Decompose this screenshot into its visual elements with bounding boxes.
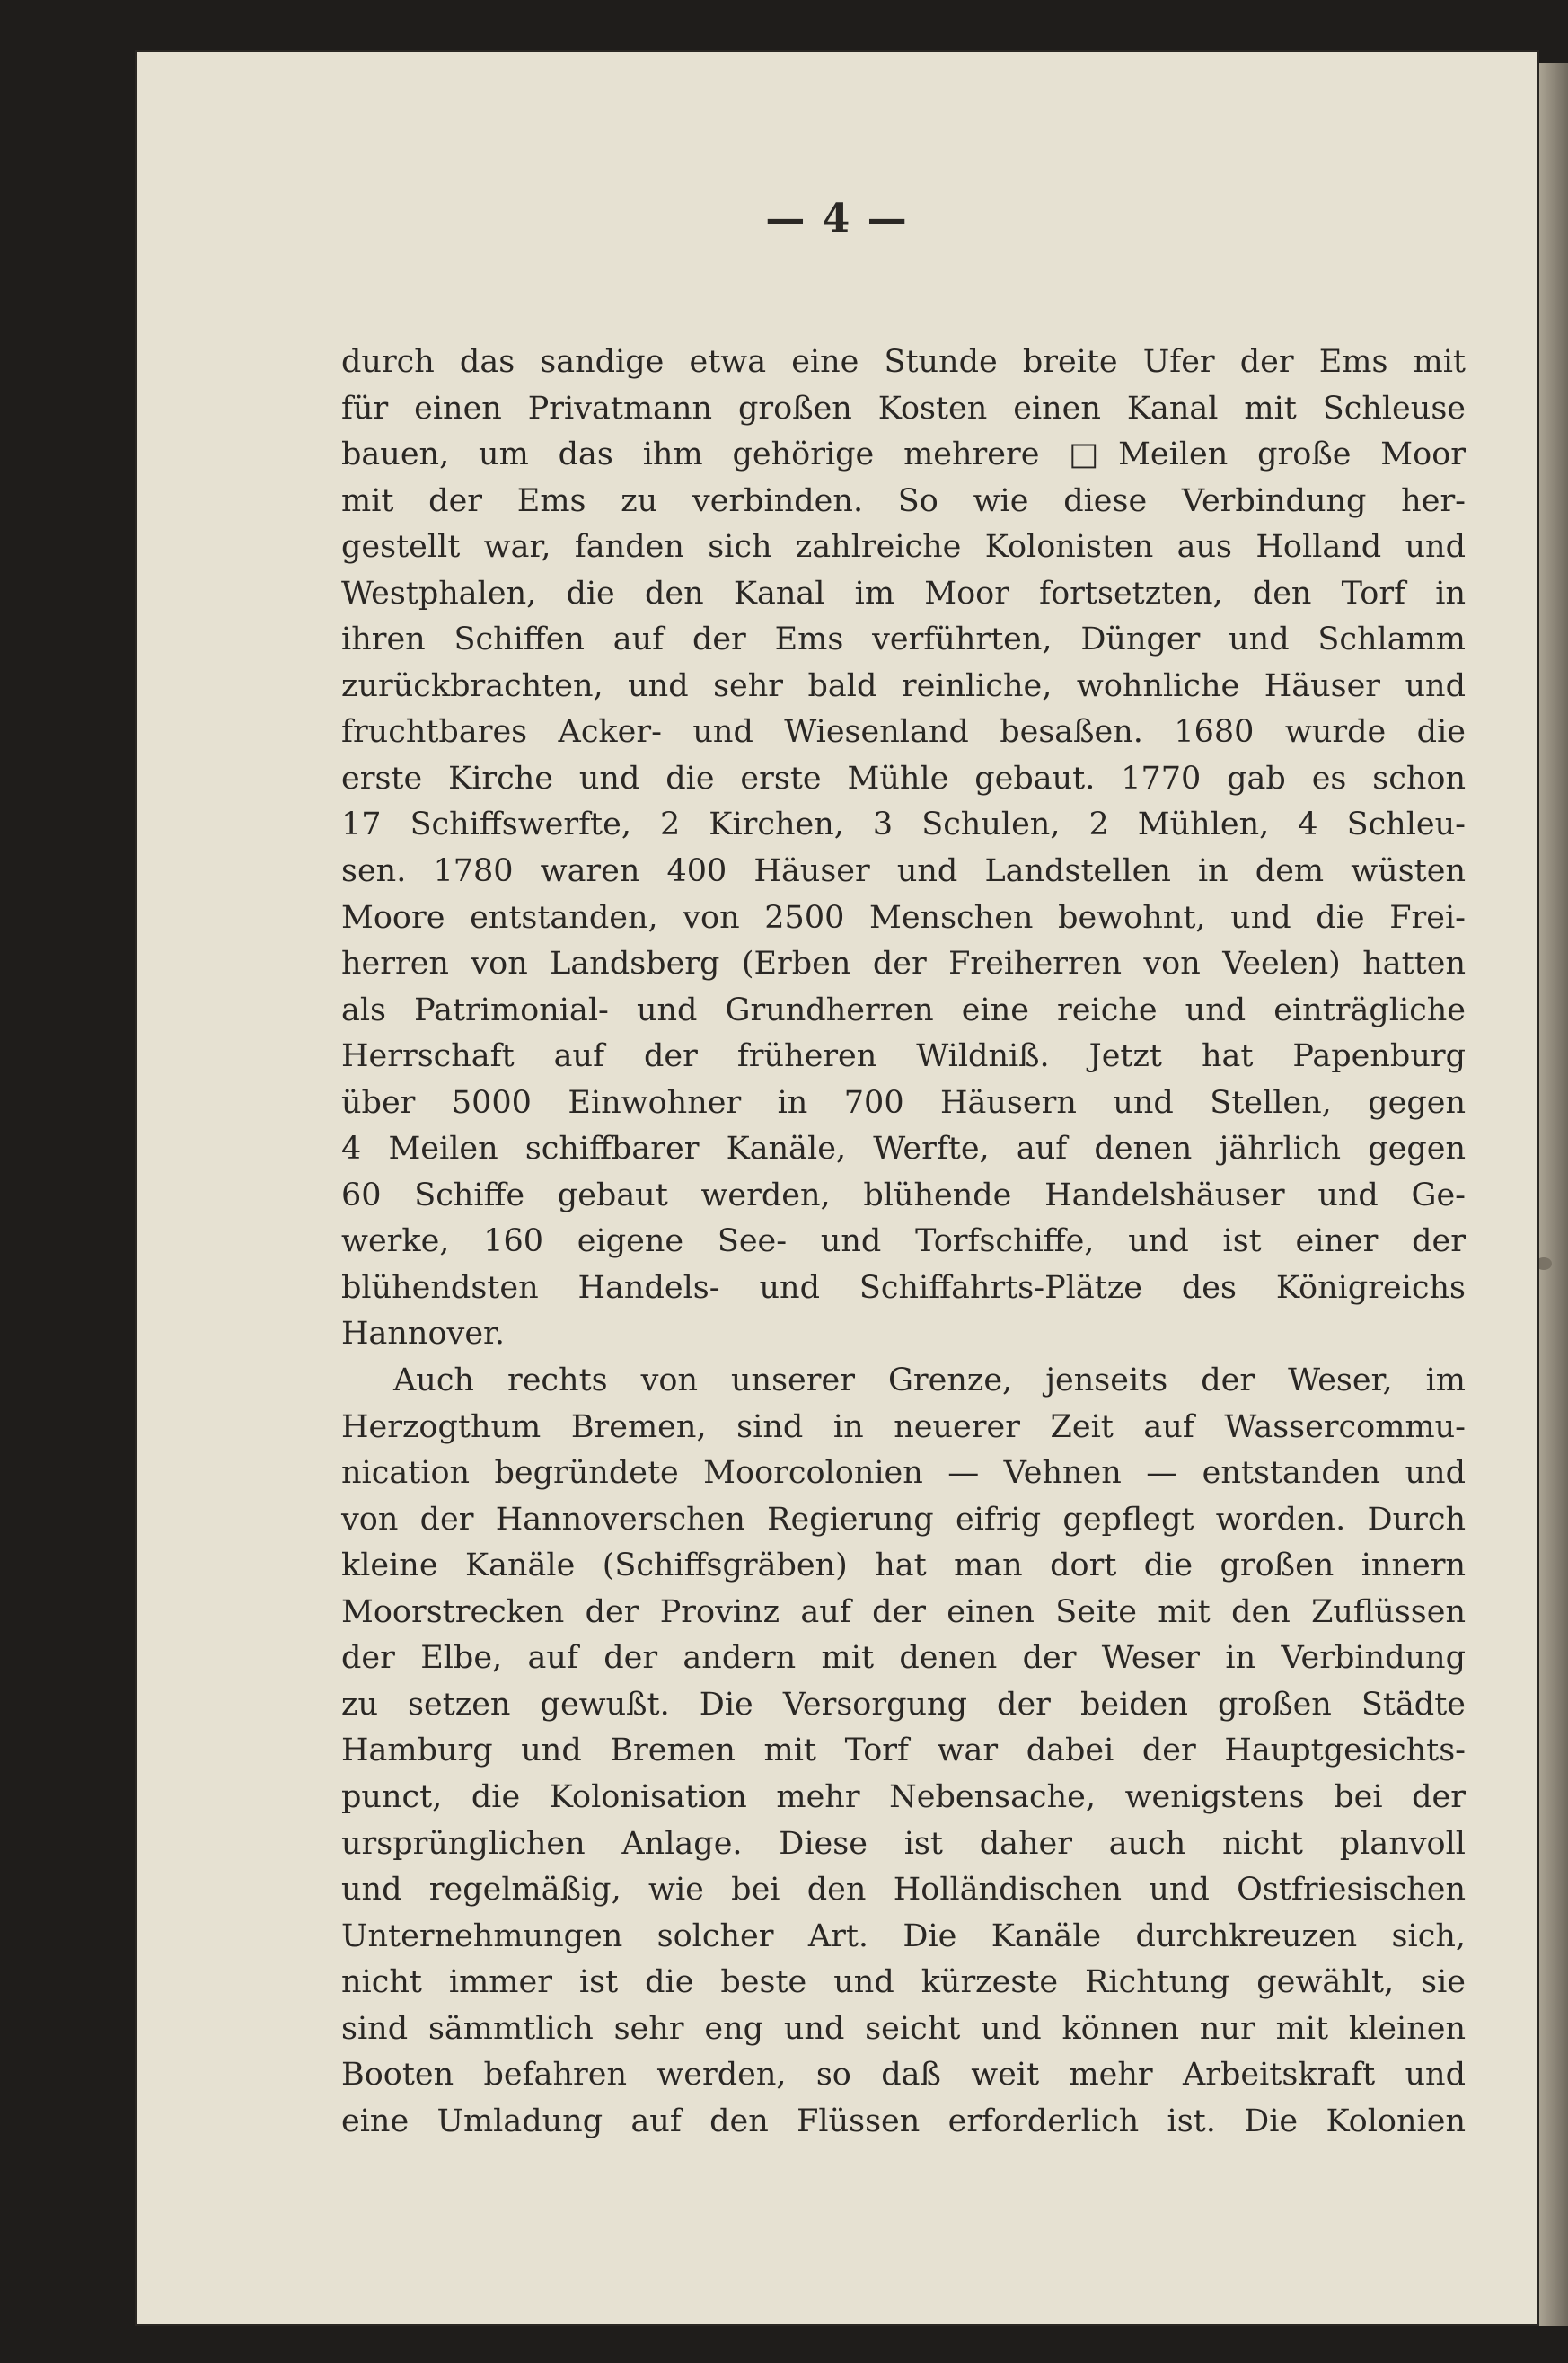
text-line: Booten befahren werden, so daß weit mehr Arbeitskraft und bbox=[341, 2057, 1466, 2094]
text-line: Westphalen, die den Kanal im Moor fortsetzten, den Torf in bbox=[341, 575, 1466, 612]
text-line: kleine Kanäle (Schiffsgräben) hat man dort die großen innern bbox=[341, 1547, 1466, 1584]
text-line: über 5000 Einwohner in 700 Häusern und Stellen, gegen bbox=[341, 1084, 1466, 1121]
text-line: Herrschaft auf der früheren Wildniß. Jetzt hat Papenburg bbox=[341, 1038, 1466, 1075]
text-line: bauen, um das ihm gehörige mehrere □Meilen große Moor bbox=[341, 436, 1466, 473]
text-line: als Patrimonial- und Grundherren eine reiche und einträgliche bbox=[341, 992, 1466, 1028]
page-number: — 4 — bbox=[765, 196, 909, 242]
text-line: herren von Landsberg (Erben der Freiherren von Veelen) hatten bbox=[341, 946, 1466, 983]
text-line: der Elbe, auf der andern mit denen der Weser in Verbindung bbox=[341, 1640, 1466, 1677]
text-line: eine Umladung auf den Flüssen erforderlich ist. Die Kolonien bbox=[341, 2103, 1466, 2139]
text-line: und regelmäßig, wie bei den Holländischen und Ostfriesischen bbox=[341, 1872, 1466, 1909]
text-line: 4 Meilen schiffbarer Kanäle, Werfte, auf denen jährlich gegen bbox=[341, 1131, 1466, 1168]
text-line: zu setzen gewußt. Die Versorgung der beiden großen Städte bbox=[341, 1686, 1466, 1723]
text-line: Hamburg und Bremen mit Torf war dabei der Hauptgesichts- bbox=[341, 1733, 1466, 1769]
text-line: Moore entstanden, von 2500 Menschen bewohnt, und die Frei- bbox=[341, 899, 1466, 936]
text-line: für einen Privatmann großen Kosten einen Kanal mit Schleuse bbox=[341, 390, 1466, 427]
text-line: werke, 160 eigene See- und Torfschiffe, und ist einer der bbox=[341, 1223, 1466, 1260]
text-line: nication begründete Moorcolonien — Vehnen — entstanden und bbox=[341, 1455, 1466, 1492]
paper-mark bbox=[1536, 1257, 1552, 1270]
book-page bbox=[137, 52, 1537, 2324]
text-line: 60 Schiffe gebaut werden, blühende Handelshäuser und Ge- bbox=[341, 1177, 1466, 1213]
text-line: Herzogthum Bremen, sind in neuerer Zeit auf Wassercommu- bbox=[341, 1408, 1466, 1445]
text-line: sen. 1780 waren 400 Häuser und Landstellen in dem wüsten bbox=[341, 853, 1466, 890]
text-line: mit der Ems zu verbinden. So wie diese Verbindung her- bbox=[341, 482, 1466, 519]
text-line: ihren Schiffen auf der Ems verführten, Dünger und Schlamm bbox=[341, 622, 1466, 658]
text-line: punct, die Kolonisation mehr Nebensache, wenigstens bei der bbox=[341, 1778, 1466, 1815]
text-line: ursprünglichen Anlage. Diese ist daher auch nicht planvoll bbox=[341, 1825, 1466, 1862]
text-line: von der Hannoverschen Regierung eifrig gepflegt worden. Durch bbox=[341, 1501, 1466, 1538]
text-line: Hannover. bbox=[341, 1316, 506, 1353]
text-line: gestellt war, fanden sich zahlreiche Kolonisten aus Holland und bbox=[341, 529, 1466, 566]
text-line: sind sämmtlich sehr eng und seicht und können nur mit kleinen bbox=[341, 2010, 1466, 2047]
text-line: 17 Schiffswerfte, 2 Kirchen, 3 Schulen, 2 Mühlen, 4 Schleu- bbox=[341, 807, 1466, 843]
text-line: zurückbrachten, und sehr bald reinliche, wohnliche Häuser und bbox=[341, 667, 1466, 704]
text-line: nicht immer ist die beste und kürzeste Richtung gewählt, sie bbox=[341, 1964, 1466, 2001]
text-line: blühendsten Handels- und Schiffahrts-Plätze des Königreichs bbox=[341, 1269, 1466, 1306]
text-line: erste Kirche und die erste Mühle gebaut. 1770 gab es schon bbox=[341, 760, 1466, 797]
body-text bbox=[341, 339, 1466, 2145]
text-line: Moorstrecken der Provinz auf der einen Seite mit den Zuflüssen bbox=[341, 1593, 1466, 1630]
text-line: fruchtbares Acker- und Wiesenland besaßen. 1680 wurde die bbox=[341, 714, 1466, 751]
text-line: durch das sandige etwa eine Stunde breite Ufer der Ems mit bbox=[341, 344, 1466, 380]
text-line: Auch rechts von unserer Grenze, jenseits der Weser, im bbox=[393, 1362, 1466, 1399]
text-line: Unternehmungen solcher Art. Die Kanäle durchkreuzen sich, bbox=[341, 1918, 1466, 1954]
